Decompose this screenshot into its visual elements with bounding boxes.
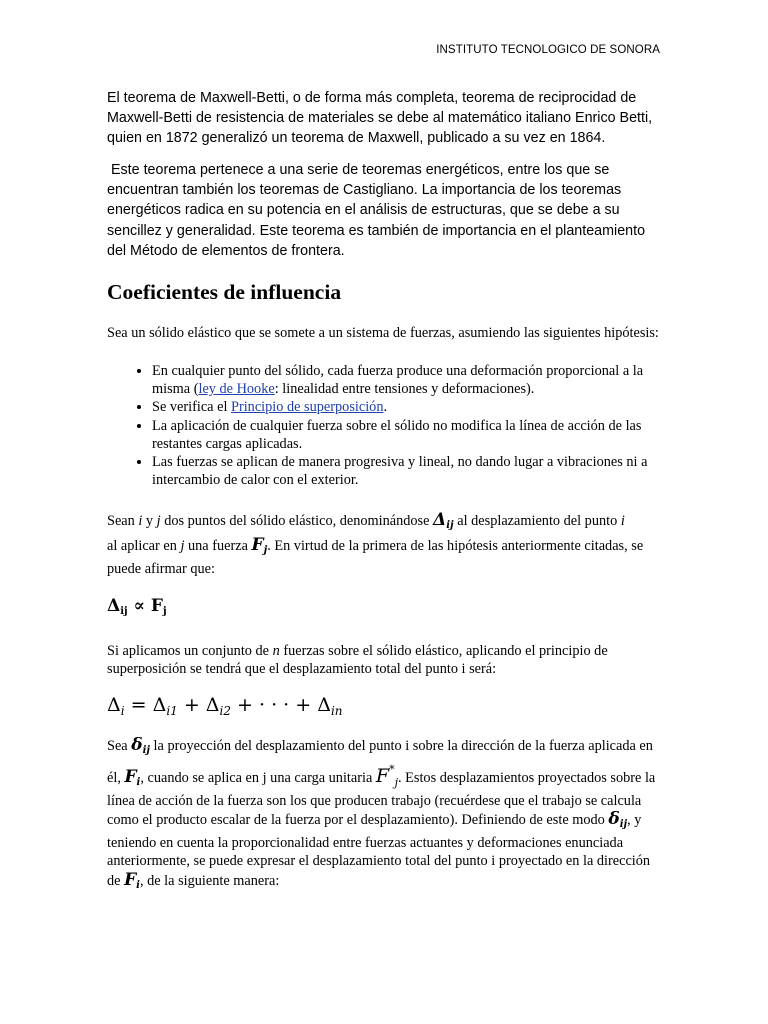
list-item: [152, 362, 662, 398]
symbol-sub: i: [136, 776, 141, 788]
superposition-formula: [107, 694, 662, 720]
formula-sub: j: [162, 605, 167, 617]
formula-part: Δ: [107, 595, 121, 616]
text-run: , cuando se aplica en j una carga unitaria: [140, 769, 376, 786]
list-item: • La aplicación de cualquier fuerza sobre el sólido no modifica la línea de acción de las restantes cargas aplicadas.: [152, 417, 662, 453]
proportionality-formula: [107, 596, 662, 618]
paragraph-sean: [107, 511, 662, 578]
symbol-sub: j: [394, 775, 398, 789]
var-j: j: [180, 537, 185, 554]
section-heading: Coeficientes de influencia: [107, 279, 342, 304]
symbol-glyph: Δ: [433, 510, 447, 531]
text-run: , de la siguiente manera:: [139, 872, 280, 889]
page-header: INSTITUTO TECNOLOGICO DE SONORA: [436, 44, 660, 56]
symbol-glyph: δ: [608, 809, 620, 829]
force-i-symbol: [124, 767, 140, 787]
unit-load-symbol: [375, 762, 398, 789]
formula-part: = Δ: [124, 694, 167, 717]
delta-ij-symbol: [433, 510, 454, 530]
formula-part: + · · · + Δ: [231, 694, 331, 717]
text-run: Sean: [107, 513, 139, 530]
formula-sub: ij: [120, 605, 128, 617]
bullet-text: .: [383, 399, 388, 416]
symbol-glyph: δ: [131, 735, 143, 756]
paragraph-si-aplicamos: [107, 642, 662, 678]
force-j-symbol: [252, 535, 268, 555]
delta-small-ij-symbol: [131, 735, 150, 755]
var-n: n: [272, 642, 280, 659]
text-run: Sea: [107, 738, 132, 755]
text-run: dos puntos del sólido elástico, denominándose: [160, 513, 434, 530]
text-run: Si aplicamos un conjunto de: [107, 642, 273, 659]
delta-small-ij-symbol: [608, 809, 627, 829]
formula-part: Δ: [107, 694, 121, 717]
bullet-text: : linealidad entre tensiones y deformaciones).: [274, 381, 535, 398]
symbol-sup: *: [389, 762, 395, 776]
text-run: fuerzas sobre el sólido elástico, aplicando el principio de superposición se tendrá que el desplazamiento total del punto i será:: [107, 642, 608, 678]
symbol-glyph: F: [375, 764, 390, 787]
symbol-sub: ij: [446, 520, 454, 532]
formula-sub: in: [330, 704, 343, 719]
symbol-sub: j: [263, 544, 268, 556]
var-i: i: [620, 513, 625, 530]
formula-part: ∝ F: [127, 595, 163, 616]
list-item: [152, 398, 662, 416]
hooke-law-link[interactable]: ley de Hooke: [198, 381, 275, 398]
symbol-glyph: F: [251, 534, 264, 555]
symbol-sub: i: [136, 879, 140, 891]
text-run: , y teniendo en cuenta la proporcionalidad entre fuerzas actuantes y deformaciones enunciada anteriormente, se puede expresar el desplazamiento total del punto i proyectado en la dirección de: [107, 812, 651, 889]
text-run: y: [142, 513, 157, 530]
bullet-text: En cualquier punto del sólido, cada fuerza produce una deformación proporcional a la misma (: [152, 362, 644, 398]
force-i-symbol: [124, 870, 140, 890]
symbol-glyph: F: [124, 869, 137, 890]
list-item: • Las fuerzas se aplican de manera progresiva y lineal, no dando lugar a vibraciones ni a intercambio de calor con el exterior.: [152, 453, 662, 489]
paragraph-maxwell-betti: El teorema de Maxwell-Betti, o de forma más completa, teorema de reciprocidad de Maxwell-Betti de resistencia de materiales se debe al matemático italiano Enrico Betti, quien en 1872 generalizó un teorema de Maxwell, publicado a su vez en 1864.: [107, 90, 653, 147]
formula-sub: i2: [219, 704, 232, 719]
text-run: . Estos desplazamientos proyectados sobre la línea de acción de la fuerza son los que producen trabajo (recuérdese que el trabajo se calcula como el producto escalar de la fuerza por el desplazamiento). Definiendo de este modo: [107, 769, 656, 828]
symbol-sub: ij: [142, 745, 150, 757]
bullet-text: Se verifica el: [152, 399, 231, 416]
section-intro: Sea un sólido elástico que se somete a un sistema de fuerzas, asumiendo las siguientes hipótesis:: [107, 324, 659, 341]
superposition-principle-link[interactable]: Principio de superposición: [231, 399, 384, 416]
formula-sub: i: [120, 704, 125, 719]
formula-sub: i1: [166, 704, 178, 719]
paragraph-sea: [107, 736, 662, 894]
hypotheses-list: [107, 362, 662, 489]
document-body: [107, 88, 662, 895]
text-run: una fuerza: [184, 537, 252, 554]
paragraph-energy-theorems: [107, 160, 662, 260]
paragraph-energy-text: Este teorema pertenece a una serie de teoremas energéticos, entre los que se encuentran también los teoremas de Castigliano. La importancia de los teoremas energéticos radica en su potencia en el análisis de estructuras, que se debe a su sencillez y generalidad. Este teorema es también de importancia en el planteamiento del Método de elementos de frontera.: [107, 162, 646, 259]
var-j: j: [156, 513, 161, 530]
text-run: al aplicar en: [107, 537, 181, 554]
text-run: la proyección del desplazamiento del punto i sobre la dirección de la fuerza aplicada en él,: [107, 738, 653, 786]
text-run: . En virtud de la primera de las hipótesis anteriormente citadas, se puede afirmar que:: [107, 537, 644, 577]
var-i: i: [138, 513, 143, 530]
formula-part: + Δ: [177, 694, 220, 717]
symbol-sub: ij: [619, 819, 628, 830]
symbol-glyph: F: [124, 766, 137, 787]
text-run: al desplazamiento del punto: [453, 513, 621, 530]
